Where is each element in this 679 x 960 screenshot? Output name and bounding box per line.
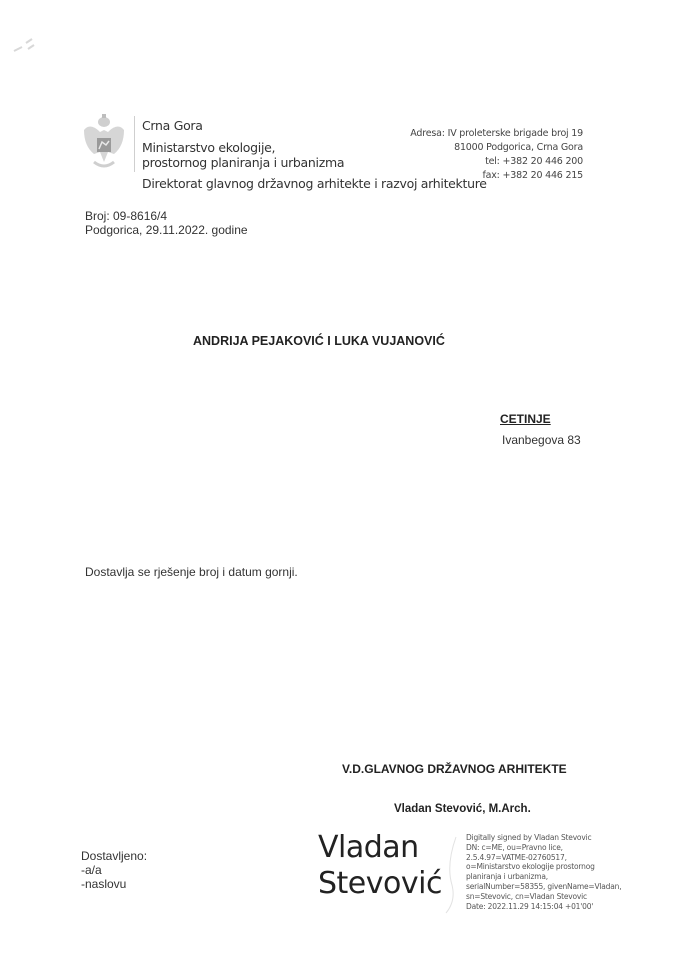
contact-city: 81000 Podgorica, Crna Gora bbox=[454, 142, 583, 153]
signature-last-name: Stevović bbox=[318, 866, 442, 901]
sig-detail-line: Digitally signed by Vladan Stevovic bbox=[466, 833, 592, 842]
ministry-name bbox=[142, 140, 344, 170]
directorate-name: Direktorat glavnog državnog arhitekte i razvoj arhitekture bbox=[142, 176, 487, 191]
coat-of-arms-icon bbox=[80, 112, 128, 174]
ministry-line-1: Ministarstvo ekologije, bbox=[142, 140, 276, 155]
delivery-label: Dostavljeno: bbox=[81, 849, 148, 863]
contact-address: Adresa: IV proleterske brigade broj 19 bbox=[410, 128, 583, 139]
body-text: Dostavlja se rješenje broj i datum gornji. bbox=[85, 565, 298, 579]
recipient-street: Ivanbegova 83 bbox=[502, 433, 581, 447]
signatory-name: Vladan Stevović, M.Arch. bbox=[394, 803, 531, 815]
header-divider bbox=[134, 116, 135, 172]
digital-signature-name bbox=[318, 830, 442, 902]
ministry-line-2: prostornog planiranja i urbanizma bbox=[142, 155, 345, 170]
sig-detail-line: o=Ministarstvo ekologije prostornog bbox=[466, 862, 595, 872]
sig-detail-line: Date: 2022.11.29 14:15:04 +01'00' bbox=[466, 901, 594, 911]
sig-detail-line: serialNumber=58355, givenName=Vladan, bbox=[466, 881, 622, 891]
sig-detail-line: sn=Stevovic, cn=Vladan Stevovic bbox=[466, 891, 587, 901]
country-name: Crna Gora bbox=[142, 118, 203, 133]
delivery-block bbox=[81, 849, 147, 891]
sig-detail-line: 2.5.4.97=VATME-02760517, bbox=[466, 852, 567, 862]
digital-signature-details bbox=[466, 833, 621, 911]
reference-place-date: Podgorica, 29.11.2022. godine bbox=[85, 223, 248, 237]
recipient-names: ANDRIJA PEJAKOVIĆ I LUKA VUJANOVIĆ bbox=[193, 334, 445, 348]
signature-first-name: Vladan bbox=[318, 830, 419, 865]
reference-block bbox=[85, 209, 248, 237]
scan-smudge bbox=[12, 35, 42, 55]
sig-detail-line: DN: c=ME, ou=Pravno lice, bbox=[466, 842, 563, 852]
delivery-item: -naslovu bbox=[81, 877, 127, 891]
signatory-title: V.D.GLAVNOG DRŽAVNOG ARHITEKTE bbox=[342, 762, 567, 776]
sig-detail-line: planiranja i urbanizma, bbox=[466, 872, 548, 882]
reference-number: Broj: 09-8616/4 bbox=[85, 209, 168, 223]
delivery-item: -a/a bbox=[81, 863, 102, 877]
signature-stroke-icon bbox=[444, 835, 458, 915]
recipient-city: CETINJE bbox=[500, 412, 551, 426]
contact-fax: fax: +382 20 446 215 bbox=[482, 170, 583, 181]
contact-block bbox=[410, 127, 583, 183]
contact-tel: tel: +382 20 446 200 bbox=[485, 156, 583, 167]
